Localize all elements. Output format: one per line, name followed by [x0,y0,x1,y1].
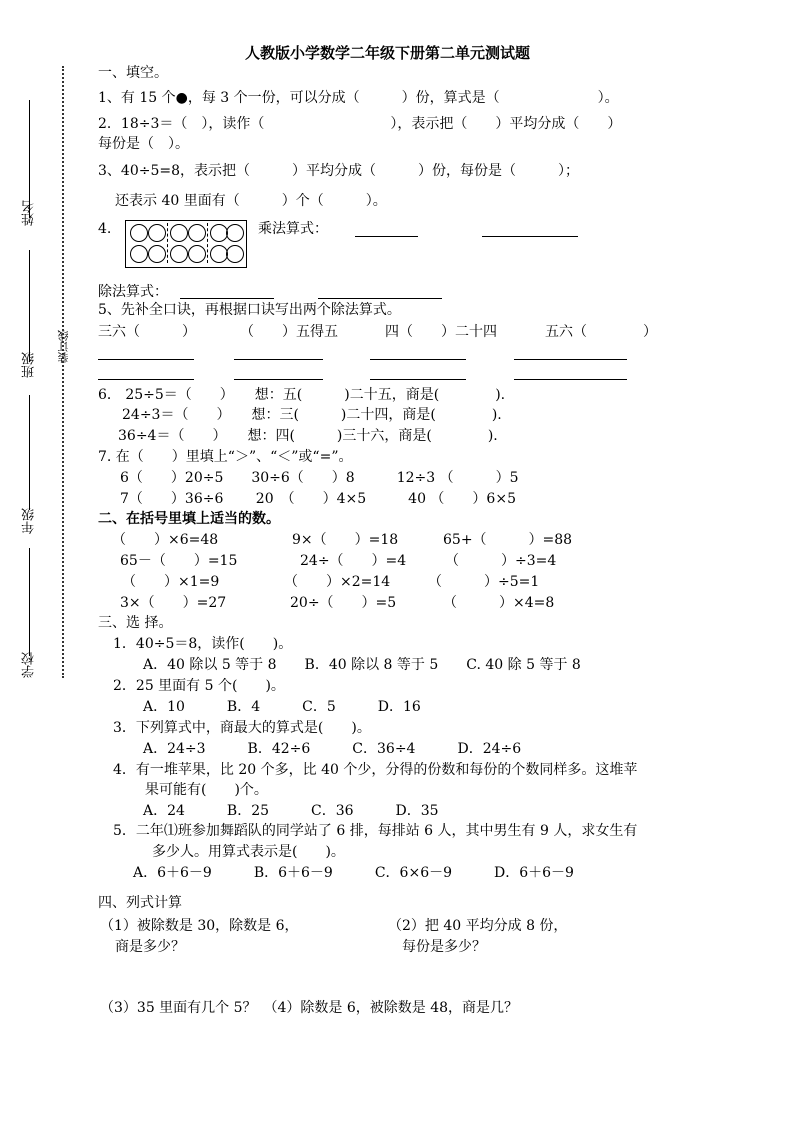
circle [170,224,188,242]
q5-item-4: 五六（ ） [545,324,657,340]
s2-r4-c2: 20÷（ ）=5 [290,595,397,611]
circle [188,224,206,242]
division-blank-2[interactable] [318,298,442,299]
sidebar-line-grade [29,395,30,510]
sidebar-grade-label: 年级 [22,508,37,534]
s3-q3: 3．下列算式中，商最大的算式是( )。 [113,720,371,736]
s2-r2-c2: 24÷（ ）=4 [300,553,407,569]
s2-r4-c3: （ ）×4=8 [443,595,555,611]
multiplication-blank-2[interactable] [482,236,578,237]
sidebar-class-label: 班级 [22,352,37,378]
circle-groups-figure [125,220,247,268]
s3-q1: 1．40÷5＝8，读作( )。 [113,636,293,652]
sidebar-line-school [29,548,30,656]
binding-dotted-line [62,66,64,678]
q5-answer-blank[interactable] [514,359,627,360]
q5-answer-blank[interactable] [234,359,323,360]
q1-5: 5、先补全口诀，再根据口诀写出两个除法算式。 [98,302,401,318]
s3-q4-line1: 4．有一堆苹果，比 20 个多，比 40 个少，分得的份数和每份的个数同样多。这堆苹 [113,762,638,778]
q6-row-3: 36÷4＝（ ） 想：四( )三十六，商是( ). [118,428,498,444]
s3-q5-options: A．6＋6－9 B．6＋6－9 C．6×6－9 D．6＋6－9 [133,865,574,881]
section-2-heading: 二、在括号里填上适当的数。 [98,511,280,527]
s3-q4-line2: 果可能有( )个。 [145,782,268,798]
circle [226,224,244,242]
circle [130,224,148,242]
s2-r1-c2: 9×（ ）=18 [292,532,399,548]
s2-r1-c3: 65+（ ）=88 [443,532,573,548]
s2-r3-c3: （ ）÷5=1 [428,574,540,590]
q1-2-line2: 每份是（ ）。 [98,136,189,152]
sidebar-line-class [29,250,30,362]
s2-r3-c1: （ ）×1=9 [122,574,220,590]
s2-r2-c3: （ ）÷3=4 [445,553,557,569]
q6-row-1: 6． 25÷5＝（ ） 想：五( )二十五，商是( ). [98,387,506,403]
s3-q3-options: A．24÷3 B．42÷6 C．36÷4 D．24÷6 [143,741,522,757]
page-title: 人教版小学数学二年级下册第二单元测试题 [245,44,531,62]
circle [170,245,188,263]
q5-answer-blank[interactable] [370,379,466,380]
multiplication-blank-1[interactable] [355,236,418,237]
q1-3-line1: 3、40÷5=8，表示把（ ）平均分成（ ）份，每份是（ ）； [98,163,579,179]
binding-line-label: 装订线 [57,330,70,363]
q5-item-1: 三六（ ） [98,324,196,340]
circle [130,245,148,263]
s2-r4-c1: 3×（ ）=27 [120,595,227,611]
s3-q4-options: A．24 B．25 C．36 D．35 [143,803,439,819]
q5-answer-blank[interactable] [234,379,323,380]
s3-q1-options: A．40 除以 5 等于 8 B．40 除以 8 等于 5 C. 40 除 5 等于 8 [143,657,581,673]
section-4-heading: 四、列式计算 [98,895,182,911]
q1-4-number: 4. [98,221,112,237]
q5-answer-blank[interactable] [98,359,194,360]
q5-item-2: （ ）五得五 [240,324,338,340]
q1-7: 7. 在（ ）里填上“＞”、“＜”或“=”。 [98,449,353,465]
s2-r2-c1: 65－（ ）=15 [120,553,238,569]
q1-1: 1、有 15 个●，每 3 个一份，可以分成（ ）份，算式是（ ）。 [98,90,619,106]
section-1-heading: 一、填空。 [98,65,168,81]
s4-q2-line2: 每份是多少？ [402,939,486,955]
group-divider [167,223,168,263]
q5-answer-blank[interactable] [370,359,466,360]
q5-answer-blank[interactable] [98,379,194,380]
q7-row-2: 7（ ）36÷6 20 （ ）4×5 40 （ ）6×5 [120,491,516,507]
s2-r1-c1: （ ）×6=48 [112,532,219,548]
s3-q5-line2: 多少人。用算式表示是( )。 [152,844,345,860]
q5-answer-blank[interactable] [514,379,627,380]
division-label: 除法算式： [98,284,168,300]
circle [148,224,166,242]
section-3-heading: 三、选 择。 [98,615,173,631]
circle [148,245,166,263]
circle [226,245,244,263]
multiplication-label: 乘法算式： [258,221,328,237]
q5-item-3: 四（ ）二十四 [385,324,497,340]
q7-row-1: 6（ ）20÷5 30÷6（ ）8 12÷3 （ ）5 [120,470,519,486]
s4-q3-q4: （3）35 里面有几个 5？ （4）除数是 6，被除数是 48，商是几？ [100,1000,519,1016]
division-blank-1[interactable] [180,298,274,299]
s2-r3-c2: （ ）×2=14 [284,574,391,590]
s3-q2: 2．25 里面有 5 个( )。 [113,678,285,694]
circle [188,245,206,263]
sidebar-name-label: 姓名 [22,200,37,226]
s3-q2-options: A．10 B．4 C．5 D．16 [143,699,421,715]
group-divider [207,223,208,263]
sidebar-school-label: 学校 [22,652,37,678]
s4-q1-line2: 商是多少？ [115,939,185,955]
q1-3-line2: 还表示 40 里面有（ ）个（ ）。 [115,193,387,209]
q1-2-line1: 2．18÷3＝（ ），读作（ ），表示把（ ）平均分成（ ） [98,116,622,132]
s3-q5-line1: 5．二年⑴班参加舞蹈队的同学站了 6 排，每排站 6 人，其中男生有 9 人，求女生有 [113,823,638,839]
s4-q2-line1: （2）把 40 平均分成 8 份， [388,918,568,934]
s4-q1-line1: （1）被除数是 30，除数是 6， [100,918,299,934]
q6-row-2: 24÷3＝（ ） 想：三( )二十四，商是( ). [122,407,502,423]
